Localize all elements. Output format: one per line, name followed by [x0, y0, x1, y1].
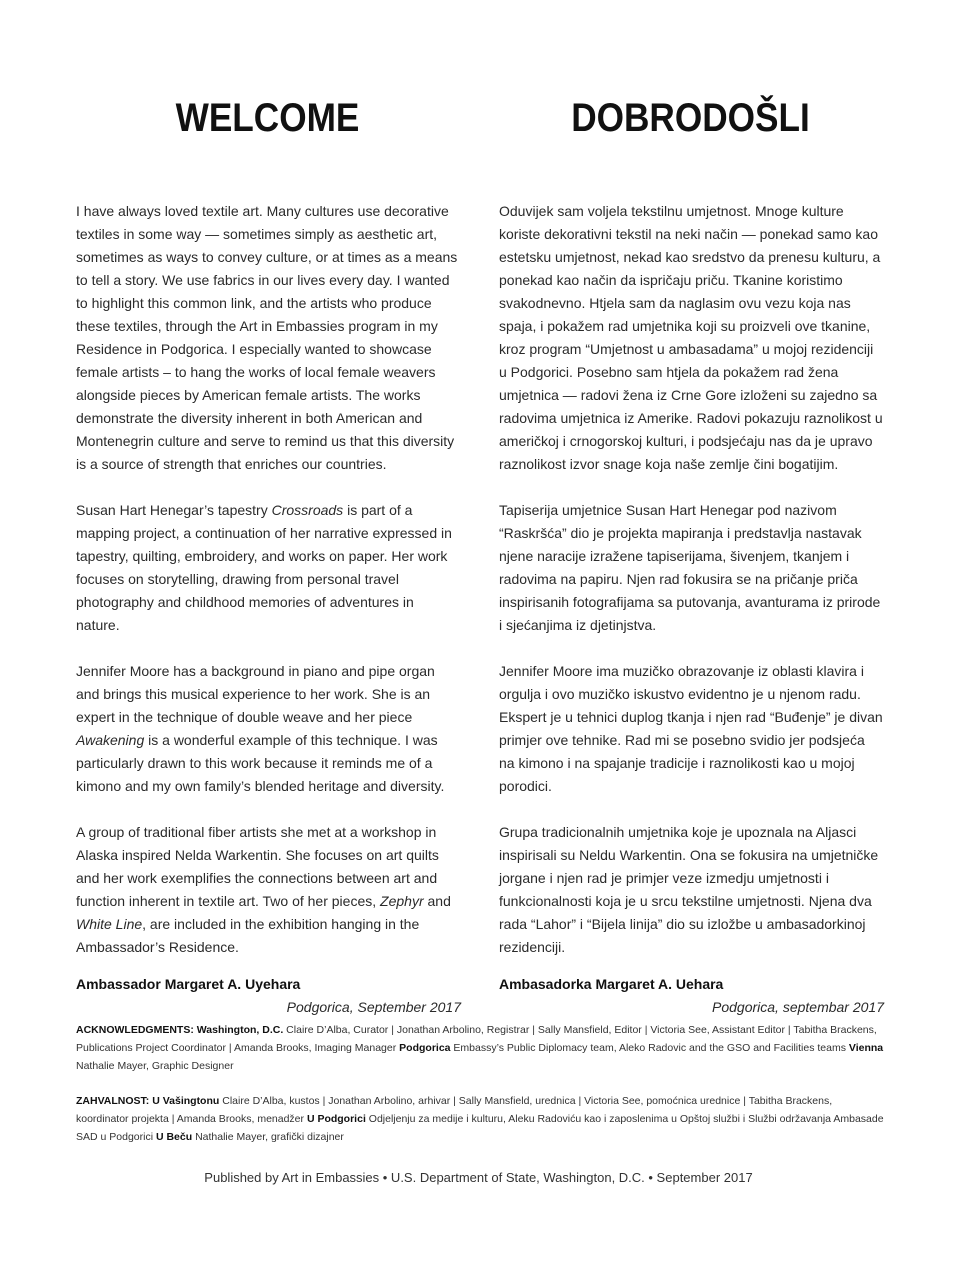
montenegrin-dateline: Podgorica, septembar 2017: [712, 999, 884, 1015]
text: Susan Hart Henegar’s tapestry: [76, 502, 272, 518]
acknowledgments-english: [76, 1021, 886, 1075]
text: and: [423, 893, 451, 909]
ack-place-vienna: U Beču: [155, 1131, 193, 1143]
text: Nathalie Mayer, Graphic Designer: [76, 1060, 234, 1072]
ack-label: ACKNOWLEDGMENTS: Washington, D.C.: [76, 1024, 284, 1036]
text: Odjeljenju za medije i kulturu, Aleku Radoviću kao i zaposlenima u Opštoj službi i Službi održavanja Ambasade SAD u Podgorici: [76, 1113, 884, 1143]
text: Claire D’Alba, kustos | Jonathan Arbolino, arhivar | Sally Mansfield, urednica | Victoria See, pomoćnica urednice | Tabitha Brackens, koordinator projekta | Amanda Brooks, menadžer: [76, 1095, 833, 1125]
text: , are included in the exhibition hanging in the Ambassador’s Residence.: [76, 916, 420, 955]
acknowledgments-montenegrin: [76, 1092, 886, 1146]
montenegrin-paragraph-2: Tapiserija umjetnice Susan Hart Henegar pod nazivom “Raskršća” dio je projekta mapiranja i predstavlja nastavak njene naracije izražene tapiserijama, šivenjem, tkanjem i radovima na papiru. Njen rad fokusira se na pričanje priča inspirisanih fotografijama sa putovanja, avanturama iz prirode i sjećanjima iz djetinjstva.: [499, 502, 881, 633]
ack-place-podgorica: Podgorica: [399, 1042, 451, 1054]
title-dobrodosli: DOBRODOŠLI: [571, 96, 810, 140]
ack-place-vienna: Vienna: [848, 1042, 884, 1054]
montenegrin-signature: Ambasadorka Margaret A. Uehara: [499, 976, 724, 992]
text: is part of a mapping project, a continuation of her narrative expressed in tapestry, quilting, embroidery, and works on paper. Her work focuses on storytelling, drawing from personal travel photography and childhood memories of adventures in nature.: [76, 502, 452, 633]
ack-place-podgorica: U Podgorici: [306, 1113, 366, 1125]
title-welcome: WELCOME: [175, 96, 360, 140]
ack-label: ZAHVALNOST: U Vašingtonu: [76, 1095, 220, 1107]
montenegrin-column: [499, 200, 884, 1019]
text: A group of traditional fiber artists she met at a workshop in Alaska inspired Nelda Warkentin. She focuses on art quilts and her work exemplifies the connections between art and function inherent in textile art. Two of her pieces,: [76, 824, 439, 909]
text: Nathalie Mayer, grafički dizajner: [192, 1131, 344, 1143]
artwork-title-awakening: Awakening: [76, 732, 145, 748]
english-paragraph-3: [76, 660, 461, 798]
publication-footer: Published by Art in Embassies • U.S. Department of State, Washington, D.C. • September 2017: [204, 1170, 753, 1185]
montenegrin-paragraph-1: Oduvijek sam voljela tekstilnu umjetnost. Mnoge kulture koriste dekorativni tekstil na neki način — ponekad samo kao estetsku umjetnost, nekad kao sredstvo da prenesu kulturu, a ponekad kao način da ispričaju priču. Tkanine koristimo svakodnevno. Htjela sam da naglasim ovu vezu koja nas spaja, i pokažem rad umjetnika koji su proizveli ove tkanine, kroz program “Umjetnost u ambasadama” u mojoj rezidenciji u Podgorici. Posebno sam htjela da pokažem rad žena umjetnica — radovi žena iz Crne Gore izloženi su zajedno sa radovima umjetnica iz Amerike. Radovi pokazuju raznolikost u američkoj i crnogorskoj kulturi, i podsjećaju nas da je upravo raznolikost izvor snage koja naše zemlje čini bogatijim.: [499, 203, 883, 472]
text: is a wonderful example of this technique. I was particularly drawn to this work because it reminds me of a kimono and my own family’s blended heritage and diversity.: [76, 732, 445, 794]
english-paragraph-1: I have always loved textile art. Many cultures use decorative textiles in some way — sometimes simply as aesthetic art, sometimes as ways to convey culture, or at times as a means to tell a story. We use fabrics in our lives every day. I wanted to highlight this common link, and the artists who produce these textiles, through the Art in Embassies program in my Residence in Podgorica. I especially wanted to showcase female artists – to hang the works of local female weavers alongside pieces by American female artists. The works demonstrate the diversity inherent in both American and Montenegrin culture and serve to remind us that this diversity is a source of strength that enriches our countries.: [76, 203, 458, 472]
artwork-title-zephyr: Zephyr: [380, 893, 424, 909]
montenegrin-paragraph-3: Jennifer Moore ima muzičko obrazovanje iz oblasti klavira i orgulja i ovo muzičko iskustvo evidentno je u njenom radu. Ekspert je u tehnici duplog tkanja i njen rad “Buđenje” je divan primjer ove tehnike. Rad mi se posebno svidio jer podsjeća na kimono i na spajanje tradicije i raznolikosti kao u mojoj porodici.: [499, 663, 883, 794]
text: Claire D’Alba, Curator | Jonathan Arbolino, Registrar | Sally Mansfield, Editor | Victoria See, Assistant Editor | Tabitha Brackens, Publications Project Coordinator | Amanda Brooks, Imaging Manager: [76, 1024, 877, 1054]
artwork-title-white-line: White Line: [76, 916, 143, 932]
english-column: [76, 200, 461, 1019]
english-signature: Ambassador Margaret A. Uyehara: [76, 976, 301, 992]
artwork-title-crossroads: Crossroads: [271, 502, 344, 518]
text: Jennifer Moore has a background in piano and pipe organ and brings this musical experience to her work. She is an expert in the technique of double weave and her piece: [76, 663, 435, 725]
english-paragraph-2: [76, 499, 461, 637]
montenegrin-paragraph-4: Grupa tradicionalnih umjetnika koje je upoznala na Aljasci inspirisali su Neldu Warkentin. Ona se fokusira na umjetničke jorgane i njen rad je primjer veze izmedju umjetnosti i funkcionalnosti koja je u srcu tekstilne umjetnosti. Njena dva rada “Lahor” i “Bijela linija” dio su izložbe u ambasadorkinoj rezidenciji.: [499, 824, 879, 955]
english-paragraph-4: [76, 821, 461, 959]
english-dateline: Podgorica, September 2017: [286, 999, 461, 1015]
text: Embassy’s Public Diplomacy team, Aleko Radovic and the GSO and Facilities teams: [450, 1042, 849, 1054]
